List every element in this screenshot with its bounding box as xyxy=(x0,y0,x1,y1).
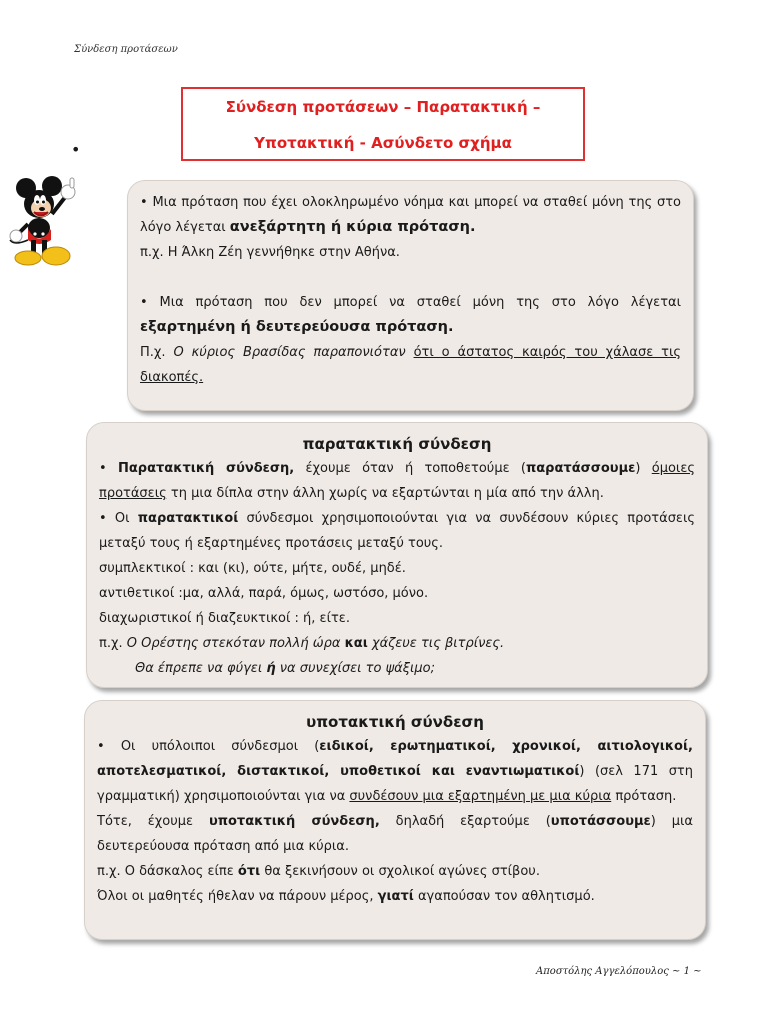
underlined-term: συνδέσουν μια εξαρτημένη με μια κύρια xyxy=(349,789,612,804)
conjunction: γιατί xyxy=(377,889,414,904)
key-term: παρατακτικοί xyxy=(137,511,239,526)
example-text: θα ξεκινήσουν οι σχολικοί αγώνες στίβου. xyxy=(260,864,540,879)
bullet-marker: • xyxy=(140,195,148,210)
paratactic-conjunctions-intro xyxy=(99,506,695,556)
mickey-mouse-mascot-icon xyxy=(6,174,88,270)
hypotactic-definition xyxy=(97,734,693,809)
text: δηλαδή εξαρτούμε ( xyxy=(379,814,551,829)
paratactic-card xyxy=(86,422,708,688)
hypotactic-card xyxy=(84,700,706,940)
conjunction-types: ειδικοί, ερωτηματικοί, χρονικοί, αιτιολογικοί, αποτελεσματικοί, διστακτικοί, υποθετικοί και εναντιωματικοί xyxy=(97,739,693,779)
example-text: Θα έπρεπε να φύγει xyxy=(135,661,267,676)
example-line xyxy=(97,859,693,884)
bullet-marker: • xyxy=(140,295,148,310)
period: . xyxy=(448,319,454,335)
example-dependent-clause: ότι ο άστατος καιρός του χάλασε τις διακοπές. xyxy=(140,345,681,385)
key-term: παρατάσσουμε xyxy=(525,461,636,476)
text: ) (σελ 171 στη γραμματική) χρησιμοποιούνται για να xyxy=(97,764,693,804)
text: πρόταση. xyxy=(611,789,677,804)
text: ) xyxy=(635,461,652,476)
bullet-marker: • xyxy=(99,511,107,526)
key-term: Παρατακτική σύνδεση, xyxy=(117,461,295,476)
title-line-1: Σύνδεση προτάσεων – Παρατακτική – xyxy=(225,98,541,116)
spacer xyxy=(140,265,681,290)
definition-text: Μια πρόταση που έχει ολοκληρωμένο νόημα και μπορεί να σταθεί μόνη της στο λόγο λέγεται xyxy=(140,195,682,235)
independent-clause-definition xyxy=(140,190,681,240)
underlined-term: όμοιες προτάσεις xyxy=(99,461,695,501)
definition-text: Μια πρόταση που δεν μπορεί να σταθεί μόνη της στο λόγο λέγεται xyxy=(159,295,682,310)
example-main-clause: Ο κύριος Βρασίδας παραπονιόταν xyxy=(173,345,414,360)
paratactic-heading: παρατακτική σύνδεση xyxy=(302,435,492,453)
hypotactic-heading: υποτακτική σύνδεση xyxy=(306,713,484,731)
example-line xyxy=(99,631,695,656)
text: Οι υπόλοιποι σύνδεσμοι ( xyxy=(120,739,320,754)
example-text: Ο Ορέστης στεκόταν πολλή ώρα xyxy=(126,636,345,651)
text: σύνδεσμοι χρησιμοποιούνται για να συνδέσουν κύριες προτάσεις μεταξύ τους ή εξαρτημένες προτάσεις μεταξύ τους. xyxy=(99,511,695,551)
example-line xyxy=(97,884,693,909)
paratactic-definition xyxy=(99,456,695,506)
stray-bullet: • xyxy=(71,140,81,159)
example-prefix: π.χ. xyxy=(99,636,127,651)
title-line-2: Υποτακτική - Ασύνδετο σχήμα xyxy=(254,134,512,152)
text: Τότε, έχουμε xyxy=(97,814,209,829)
bullet-marker: • xyxy=(99,461,107,476)
example-line xyxy=(140,340,681,390)
conjunction: ότι xyxy=(237,864,261,879)
example-text: να συνεχίσει το ψάξιμο; xyxy=(275,661,435,676)
adversative-list: αντιθετικοί :μα, αλλά, παρά, όμως, ωστόσο, μόνο. xyxy=(99,586,429,601)
text: Οι xyxy=(114,511,138,526)
conjunction: και xyxy=(344,636,368,651)
example-line xyxy=(99,656,695,681)
key-term: εξαρτημένη ή δευτερεύουσα πρόταση xyxy=(140,319,449,335)
example-text: π.χ. Ο δάσκαλος είπε xyxy=(97,864,238,879)
example-text: Όλοι οι μαθητές ήθελαν να πάρουν μέρος, xyxy=(97,889,378,904)
disjunctive-list: διαχωριστικοί ή διαζευκτικοί : ή, είτε. xyxy=(99,611,350,626)
text: έχουμε όταν ή τοποθετούμε ( xyxy=(294,461,526,476)
example-prefix: Π.χ. xyxy=(140,345,174,360)
title-box xyxy=(181,87,585,161)
dependent-clause-definition xyxy=(140,290,681,340)
example-text: χάζευε τις βιτρίνες. xyxy=(367,636,505,651)
conjunction: ή xyxy=(266,661,276,676)
text: τη μια δίπλα στην άλλη χωρίς να εξαρτώνται η μία από την άλλη. xyxy=(166,486,604,501)
definition-card xyxy=(127,180,694,411)
bullet-marker: • xyxy=(97,739,105,754)
hypotactic-explanation xyxy=(97,809,693,859)
key-term: ανεξάρτητη ή κύρια πρόταση xyxy=(229,219,470,235)
example-text: αγαπούσαν τον αθλητισμό. xyxy=(413,889,595,904)
text: ) μια δευτερεύουσα πρόταση από μια κύρια. xyxy=(97,814,693,854)
key-term: υποτακτική σύνδεση, xyxy=(208,814,380,829)
key-term: υποτάσσουμε xyxy=(550,814,651,829)
copulative-list: συμπλεκτικοί : και (κι), ούτε, μήτε, ουδέ, μηδέ. xyxy=(99,561,406,576)
example-line: π.χ. Η Άλκη Ζέη γεννήθηκε στην Αθήνα. xyxy=(140,245,400,260)
page-footer: Αποστόλης Αγγελόπουλος ~ 1 ~ xyxy=(536,966,702,977)
period: . xyxy=(469,219,476,235)
running-header: Σύνδεση προτάσεων xyxy=(74,44,178,55)
